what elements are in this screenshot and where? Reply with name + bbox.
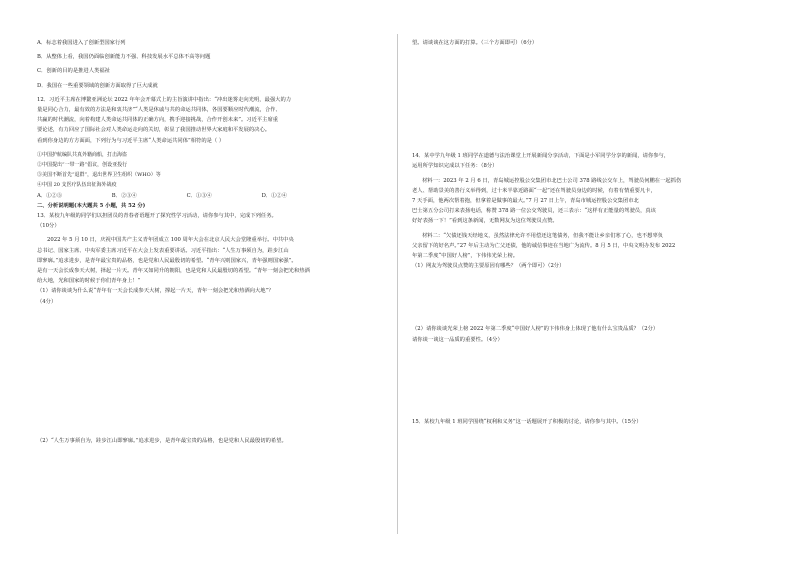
q14-material-2-line: 材料二：“欠债还钱天经地义，虽然法律允许不用偿还这笔债务，但我不能让乡亲们寒了心，也不想辜负 [422,232,664,239]
q12-option-b: B．②③④ [111,192,137,199]
q13-body-line: 总书记、国家主席、中央军委主席习近平在大会上发表重要讲话。习近平指出：“人生万事须自为，跬步江山 [37,247,289,254]
q11-option-c: C．创新的目的是推进人类福祉 [37,68,110,75]
left-column [37,38,377,446]
answer-space [412,271,752,324]
q14-sub2-line: 请你谈一谈这一品质的重要性。（4分） [412,336,503,343]
q13-sub1-line: （4分） [37,298,57,305]
q12-line: 要论述，有力回应了国际社会对人类命运走向的关切，彰显了我国推动世界大家庭和平发展的决心。 [37,127,271,134]
q14-material-2-line: 父亲留下的好名声。”27 年后主动为亡父还债，他的诚信事迹在当地广为流传。8 月 5 日，中央文明办发布 2022 [412,242,676,249]
q14-material-2-line: 年第二季度“中国好人榜”，卞伟伟光荣上榜。 [412,253,519,260]
question-13 [37,211,377,446]
q13-body-line: 给大地，光和国家的时候于你们青年身上！” [37,278,141,285]
q13-body-line: 2022 年 5 月 10 日，庆祝中国共产主义青年团成立 100 周年大会在北京人民大会堂隆重举行。中共中央 [47,237,294,244]
q13-body-line: 即寥廓。”追求进步，是青年最宝贵的品格，也是党和人民最殷切的希望。“青年兴则国家兴，青年强则国家强”。 [37,257,297,264]
q12-item: ①中国护航编队共真外籍商船，打击海盗 [37,151,128,158]
q13-sub1-line: （1）请你谈谈为什么说“青年有一天会长成参天大树，撑起一片天，青年一刻会把光和热洒向大地”？ [37,288,274,295]
answer-space [37,307,377,436]
q14-head-line: 14．某中学九年级 1 班同学在道德与法治课堂上开展新闻分享活动，下面是小军同学分享的新闻，请你参与， [412,153,670,160]
q11-option-a: A．标志着我国进入了创新型国家行列 [37,40,126,46]
q13-sub2: （2）“人生万事须自为，跬步江山即寥廓。”追求进步，是青年最宝贵的品格，也是党和人民最殷切的希望。 [37,437,287,444]
q14-material-1-line: 材料一：2023 年 2 月 6 日，青岛城运控股公交集团市北巴士公司 378 路线公交车上，驾驶员何鹏在一起抓伤 [422,177,682,184]
q14-sub1: （1）网友为驾驶员点赞的主要原因有哪些？（两个即可）（2分） [412,263,565,270]
q12-item: ④中国 20 支医疗队伍出征海外战疫 [37,182,117,189]
section-2-heading: 二、分析说明题(本大题共 5 小题，共 52 分) [37,202,146,209]
q12-option-d: D．①②④ [261,192,287,199]
q11-option-d: D．我国在一些重要领域的创新方面取得了巨大成就 [37,82,158,89]
answer-space [412,48,752,151]
q14-sub2-line: （2）请你谈谈光荣上榜 2022 年第二季度“中国好人榜”的卞伟伟身上体现了他有什么宝贵品质？（2分） [412,326,659,333]
q14-material-1-line: 7 天手面，他两次帮着抱，但拿着是做事的最大。”7 月 27 日上午，青岛市城运控股公交集团市北 [412,198,639,205]
right-column [412,38,752,427]
q12-line: 共赢的时代潮流，向着构建人类命运共同体的正确方向，携手迎接挑战，合作开创未来”。习近平主席重 [37,117,279,124]
q13-head-line: 13．某校九年级的同学们以担团员的青春者语题开了探究性学习活动，请你参与其中，完成下列任务。 [37,213,277,220]
answer-space [412,345,752,417]
q11-option-b: B．从整体上看，我国仍面临创新能力不强、科技发展水平总体不高等问题 [37,54,211,61]
q12-line: 12．习近平主席在博鳌亚洲论坛 2022 年年会开幕式上的主旨演讲中指出：“冲出迷雾走向光明，最强大的力 [37,96,292,103]
q14-head-line: 运用所学知识完成以下任务：（8分） [412,163,498,170]
q12-option-c: C．①③④ [186,192,212,199]
question-12 [37,95,377,201]
question-14 [412,151,752,417]
q13-body-line: 是有一天会长成参天大树，择起一片天。青年又如同升的朝阳，也是党和人民最殷切的希望。“青年一刻会把光和热洒 [37,268,310,275]
q12-line: 量是同心合力，最有效的方法是和衷共济”“人类是休戚与共的命运共同体，各国要顺应时代潮流，合作、 [37,107,281,114]
q12-item: ③美国不断首先“退群”，退出世界卫生组织（WHO）等 [37,172,161,179]
q14-material-1-line: 老人、帮助景美的善行义举得到，过十米半靠近路面“一起”还在驾驶员身边的时候，有着有情重要凡卡， [412,187,656,194]
q12-item: ②中国提出“一带一路”倡议，创设亚投行 [37,162,128,169]
q14-material-1-line: 巴士第五分公司打来表扬电话，称赞 378 路一位公交驾驶员，还三表示：“这样有正能量的驾驶员，真该 [412,208,656,215]
q14-material-1-line: 好好表扬一下！”看到这条新闻，无数网友为这位驾驶员点赞。 [412,218,558,225]
column-divider [397,34,398,534]
q13-head-line: （10分） [37,223,60,230]
q13-sub2-continued: 望。请谈谈在这方面的打算。（三个方面即可）（6分） [412,40,538,46]
q12-options [37,191,287,201]
question-15: 15．某校九年级 1 班同学围绕“权利和义务”这一话题展开了积极的讨论，请你参与其中。（15分） [412,418,642,425]
q12-line: 看到你身边的方方面面，下列行为与习近平主席“人类命运共同体”相符的是（ ） [37,137,225,144]
q12-option-a: A．①②③ [37,192,63,199]
